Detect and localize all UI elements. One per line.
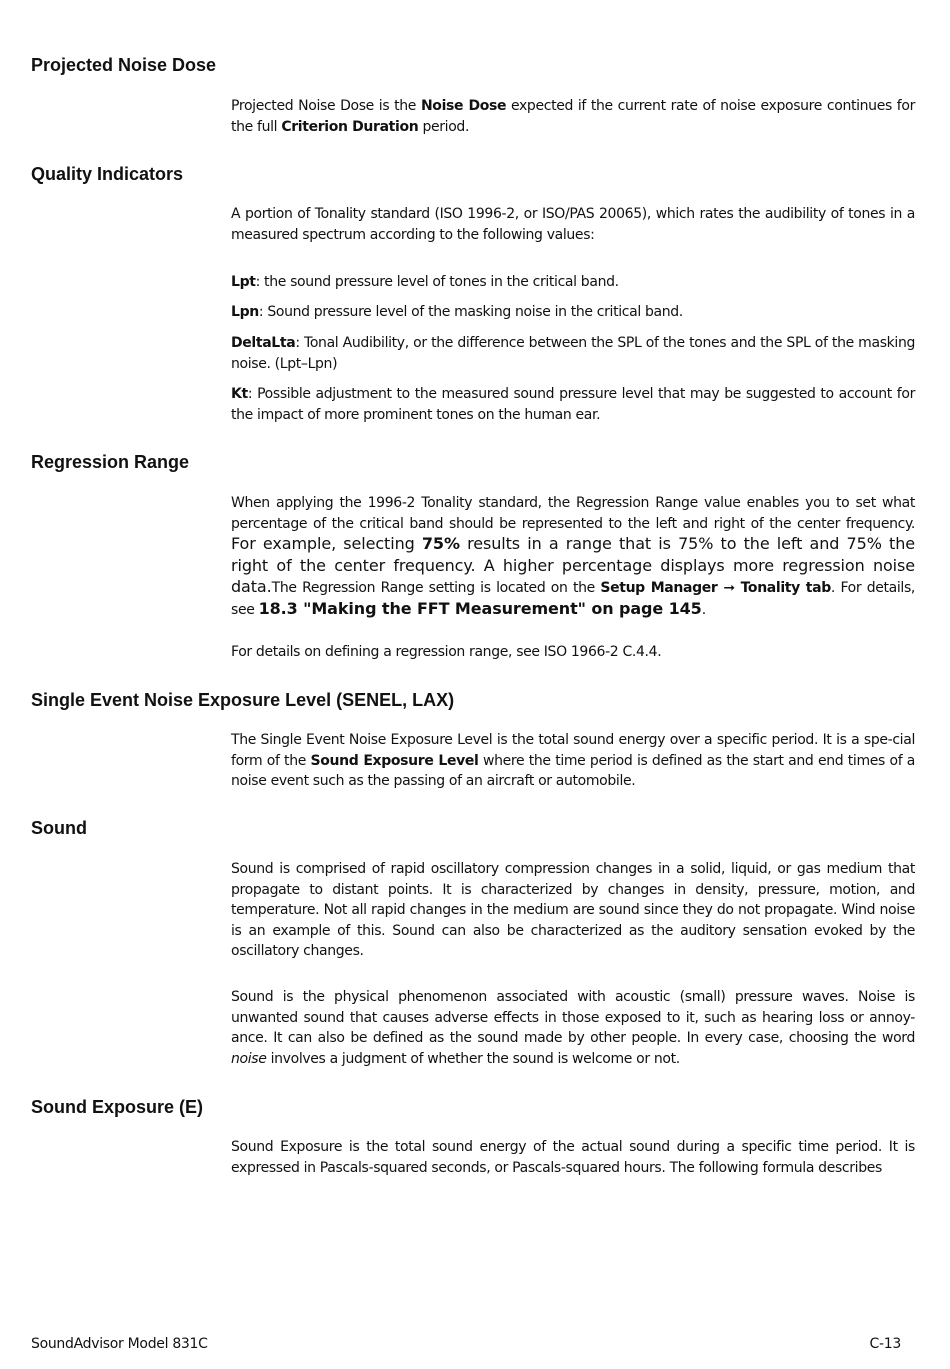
text-run: : Possible adjustment to the measured sound pressure level that may be suggested to account for the impact of more prominent tones on the human ear.	[231, 386, 915, 423]
text-run: When applying the 1996-2 Tonality standard, the Regression Range value enables you to set what percentage of the critical band should be represented to the left and right of the center frequency.	[231, 495, 915, 532]
term-criterion-duration: Criterion Duration	[281, 118, 419, 135]
heading-senel: Single Event Noise Exposure Level (SENEL, LAX)	[31, 690, 455, 710]
term-setup-manager-tonality-tab: Setup Manager ➞ Tonality tab	[600, 580, 831, 596]
paragraph-projected-noise-dose	[231, 96, 915, 137]
term-kt: Kt	[231, 386, 248, 402]
text-run: The Single Event Noise Exposure Level is the total sound energy over a specific period. It is a spe-cial form of the	[231, 732, 915, 769]
term-lpn: Lpn	[231, 304, 259, 320]
cross-reference-link[interactable]: 18.3 "Making the FFT Measurement" on page 145	[258, 598, 702, 618]
text-run-large: For example, selecting	[231, 534, 422, 553]
term-deltalta: DeltaLta	[231, 335, 296, 351]
definition-lpt	[231, 272, 915, 293]
heading-quality-indicators: Quality Indicators	[31, 164, 184, 184]
definition-deltalta	[231, 333, 915, 374]
text-run: : Tonal Audibility, or the difference between the SPL of the tones and the SPL of the masking noise. (Lpt–Lpn)	[231, 335, 915, 372]
text-run: Sound is the physical phenomenon associated with acoustic (small) pressure waves. Noise is unwanted sound that causes adverse effects in those exposed to it, such as hearing loss or annoy-ance. It can also be defined as the sound made by other people. In every case, choosing the word	[231, 989, 915, 1046]
footer-page-number: C-13	[869, 1336, 901, 1352]
text-run: where the time period is defined as the start and end times of a noise event such as the passing of an aircraft or automobile.	[231, 752, 916, 789]
text-run: period.	[418, 118, 470, 135]
definition-lpn	[231, 302, 915, 323]
term-noise-dose: Noise Dose	[420, 98, 507, 114]
text-run: . For details, see	[231, 580, 916, 618]
heading-sound: Sound	[31, 818, 87, 838]
text-run: expected if the current rate of noise exposure continues for the full	[231, 98, 915, 135]
definition-kt	[231, 384, 915, 425]
heading-regression-range: Regression Range	[31, 452, 190, 472]
paragraph-sound-exposure: Sound Exposure is the total sound energy of the actual sound during a specific time period. It is expressed in Pascals-squared seconds, or Pascals-squared hours. The following formula describes	[231, 1139, 915, 1176]
text-run: .	[701, 601, 706, 618]
text-run: Projected Noise Dose is the	[231, 98, 421, 114]
paragraph-senel	[231, 730, 915, 792]
paragraph-sound-1: Sound is comprised of rapid oscillatory compression changes in a solid, liquid, or gas medium that propagate to distant points. It is characterized by changes in density, pressure, motion, and temperature. Not all rapid changes in the medium are sound since they do not propagate. Wind noise is an example of this. Sound can also be characterized as the auditory sensation evoked by the oscillatory changes.	[231, 861, 915, 959]
text-run: The Regression Range setting is located on the	[271, 580, 601, 596]
paragraph-sound-2	[231, 987, 915, 1069]
heading-sound-exposure: Sound Exposure (E)	[31, 1097, 204, 1117]
paragraph-quality-intro: A portion of Tonality standard (ISO 1996-2, or ISO/PAS 20065), which rates the audibility of tones in a measured spectrum according to the following values:	[231, 206, 915, 243]
heading-projected-noise-dose: Projected Noise Dose	[31, 55, 217, 75]
footer-model-name: SoundAdvisor Model 831C	[31, 1336, 208, 1352]
term-lpt: Lpt	[231, 274, 256, 290]
paragraph-regression-range	[231, 493, 915, 620]
text-run: involves a judgment of whether the sound is welcome or not.	[266, 1050, 680, 1067]
term-75-percent: 75%	[421, 534, 460, 553]
text-run-large: results in a range that is 75% to the left and 75% the right of the center frequency. A higher percentage displays more regression noise data.	[231, 534, 915, 596]
term-noise-italic: noise	[231, 1050, 267, 1067]
text-run: : the sound pressure level of tones in the critical band.	[255, 274, 619, 290]
paragraph-regression-details: For details on defining a regression range, see ISO 1966-2 C.4.4.	[231, 644, 662, 660]
term-sound-exposure-level: Sound Exposure Level	[310, 752, 479, 769]
text-run: : Sound pressure level of the masking noise in the critical band.	[258, 304, 683, 320]
